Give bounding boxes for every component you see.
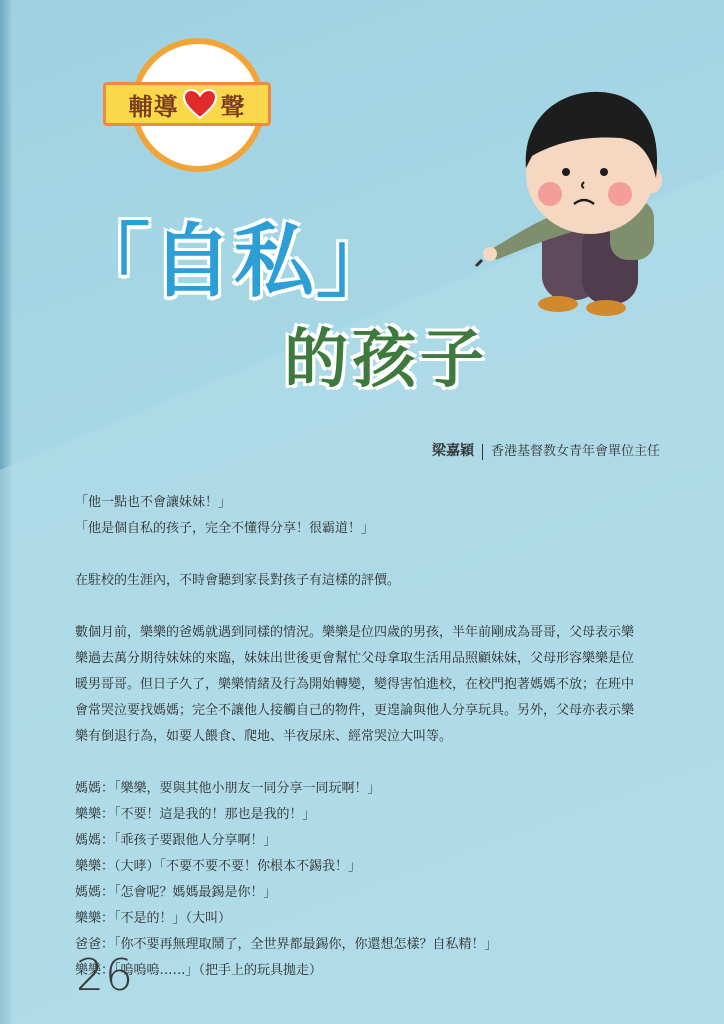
heart-icon (183, 89, 217, 119)
paragraph: 在駐校的生涯內，不時會聽到家長對孩子有這樣的評價。 (75, 573, 401, 588)
paragraph: 樂過去萬分期待妹妹的來臨，妹妹出世後更會幫忙父母拿取生活用品照顧妹妹，父母形容樂樂是位 (75, 651, 635, 666)
dialogue-line: 樂樂：（大哮）「不要不要不要！你根本不錫我！」 (75, 859, 362, 874)
page-number: 26 (76, 950, 134, 1001)
author-role: 香港基督教女青年會單位主任 (490, 444, 660, 459)
article-body (75, 490, 665, 984)
badge-ribbon (103, 82, 271, 126)
column-badge (103, 36, 279, 178)
paragraph: 數個月前，樂樂的爸媽就遇到同樣的情況。樂樂是位四歲的男孩，半年前剛成為哥哥，父母表示樂 (75, 625, 635, 640)
paragraph-gap (75, 750, 665, 776)
author-name: 梁嘉穎 (431, 443, 474, 459)
dialogue-line: 媽媽：「怎會呢？媽媽最錫是你！」 (75, 885, 277, 900)
sad-child-illustration (470, 82, 670, 322)
paragraph: 「他一點也不會讓妹妹！」 (75, 495, 232, 510)
paragraph-gap (75, 542, 665, 568)
dialogue-line: 樂樂：「不要！這是我的！那也是我的！」 (75, 807, 316, 822)
paragraph: 樂有倒退行為，如要人餵食、爬地、半夜尿床、經常哭泣大叫等。 (75, 729, 453, 744)
badge-text-left: 輔導 (128, 92, 179, 121)
paragraph-gap (75, 594, 665, 620)
article-title: 「自私」 (70, 215, 398, 308)
paragraph: 暖男哥哥。但日子久了，樂樂情緒及行為開始轉變，變得害怕進校，在校門抱著媽媽不放；在班中 (75, 677, 635, 692)
article-subtitle: 的孩子 (284, 323, 488, 397)
badge-text-right: 聲 (220, 92, 246, 121)
dialogue-line: 媽媽：「樂樂，要與其他小朋友一同分享一同玩啊！」 (75, 781, 381, 796)
paragraph: 會常哭泣要找媽媽；完全不讓他人接觸自己的物件，更遑論與他人分享玩具。另外，父母亦表示樂 (75, 703, 635, 718)
paragraph: 「他是個自私的孩子，完全不懂得分享！很霸道！」 (75, 521, 375, 536)
dialogue-line: 樂樂：「不是的！」（大叫） (75, 911, 232, 926)
byline (360, 440, 660, 460)
byline-divider (482, 444, 483, 460)
dialogue-line: 樂樂：「嗚嗚嗚……」（把手上的玩具拋走） (75, 963, 323, 978)
dialogue-line: 媽媽：「乖孩子要跟他人分享啊！」 (75, 833, 277, 848)
dialogue-line: 爸爸：「你不要再無理取鬧了，全世界都最錫你，你還想怎樣？自私精！」 (75, 937, 498, 952)
